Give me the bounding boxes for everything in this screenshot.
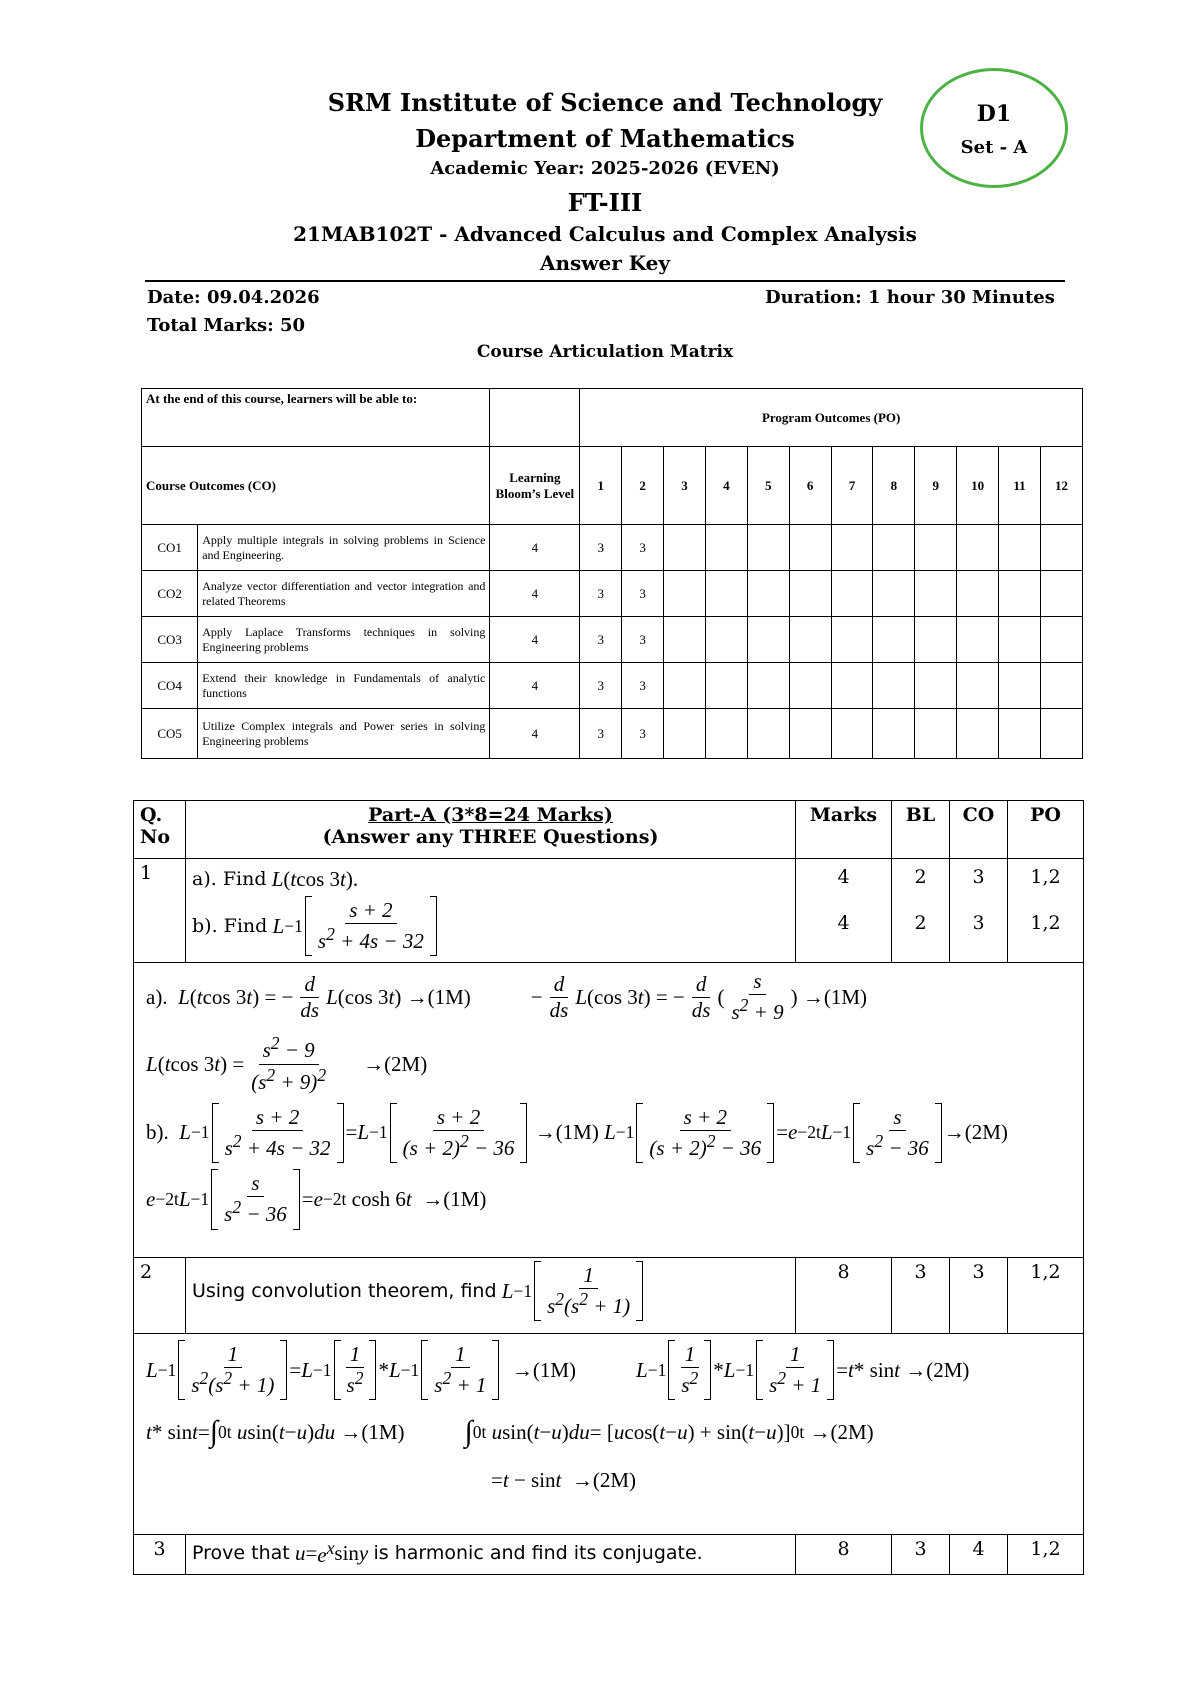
- q1a-po: 1,2: [1030, 866, 1061, 888]
- course-title: 21MAB102T - Advanced Calculus and Complex Analysis: [293, 222, 917, 246]
- po-number: 9: [915, 447, 957, 525]
- mark-award: →(2M): [943, 1120, 1008, 1145]
- co-description: Apply Laplace Transforms techniques in solving Engineering problems: [198, 617, 490, 663]
- co-code: CO3: [142, 617, 198, 663]
- answer-row: [134, 1334, 1084, 1535]
- po2-value: 3: [622, 709, 664, 759]
- po-number: 2: [622, 447, 664, 525]
- question-row: [134, 1258, 1084, 1334]
- matrix-intro: At the end of this course, learners will be able to:: [142, 389, 490, 447]
- co-code: CO1: [142, 525, 198, 571]
- co-code: CO5: [142, 709, 198, 759]
- question-3: Prove that u = $e^x$ sin y is harmonic and find its conjugate.: [192, 1538, 703, 1567]
- q1a-label: a). Find: [192, 868, 267, 890]
- po-group-header: Program Outcomes (PO): [580, 389, 1083, 447]
- bloom-level: 4: [490, 709, 580, 759]
- q1a-marks: 4: [837, 866, 850, 888]
- answer-1b-line1: b). L −1 $\frac{s + 2}{s^2 + 4s - 32}$ = L −1 $\frac{s + 2}{(s + 2)^2 - 36}$ →(1M) L −1 $\frac{s + 2}{(s + 2)^2 - 36}$ = e −2t L −1 $\frac{s}{s^2 - 36}$ →(2M): [146, 1103, 1075, 1163]
- po2-value: 3: [622, 663, 664, 709]
- matrix-title: Course Articulation Matrix: [476, 342, 734, 362]
- part-a-title: Part-A (3*8=24 Marks): [368, 804, 613, 826]
- po-number: 7: [831, 447, 873, 525]
- answer-row: [134, 963, 1084, 1258]
- part-a-table: [133, 800, 1084, 1575]
- mark-award: →(1M): [340, 1419, 405, 1444]
- question-2: Using convolution theorem, find L −1 $\frac{1}{s^2(s^2 + 1)}$: [192, 1261, 789, 1321]
- question-1b: b). Find L −1 $\frac{s + 2}{s^2 + 4s - 32}$: [192, 896, 789, 956]
- q1b-label: b). Find: [192, 915, 268, 938]
- question-row: [134, 1535, 1084, 1575]
- question-number: 2: [134, 1258, 186, 1334]
- co-header: CO: [950, 801, 1008, 859]
- table-row: [142, 617, 1083, 663]
- q3-text-pre: Prove that: [192, 1542, 290, 1564]
- articulation-matrix: [141, 388, 1083, 759]
- department-name: Department of Mathematics: [415, 124, 795, 153]
- mark-award: →(1M): [534, 1120, 599, 1145]
- mark-award: →(2M): [363, 1051, 428, 1076]
- po-number: 1: [580, 447, 622, 525]
- exam-date: Date: 09.04.2026: [147, 287, 320, 308]
- q1a-bl: 2: [914, 866, 927, 888]
- table-row: [142, 525, 1083, 571]
- po1-value: 3: [580, 663, 622, 709]
- po-number: 5: [747, 447, 789, 525]
- mark-award: →(1M): [802, 984, 867, 1009]
- po1-value: 3: [580, 525, 622, 571]
- po1-value: 3: [580, 709, 622, 759]
- bloom-level: 4: [490, 525, 580, 571]
- po-number: 10: [957, 447, 999, 525]
- q3-marks: 8: [796, 1535, 892, 1575]
- q3-po: 1,2: [1008, 1535, 1084, 1575]
- po-number: 12: [1040, 447, 1082, 525]
- mark-award: →(1M): [511, 1357, 577, 1382]
- po-number: 8: [873, 447, 915, 525]
- po-number: 3: [664, 447, 706, 525]
- q2-marks: 8: [796, 1258, 892, 1334]
- marks-header: Marks: [796, 801, 892, 859]
- academic-year: Academic Year: 2025-2026 (EVEN): [430, 158, 780, 179]
- answer-1a-line2: L ( t cos 3 t ) = $\frac{s^2 - 9}{(s^2 + 9)^2}$ →(2M): [146, 1033, 428, 1094]
- mark-award: →(2M): [571, 1467, 637, 1492]
- question-number: 1: [134, 859, 186, 963]
- table-row: [142, 571, 1083, 617]
- co-header: Course Outcomes (CO): [142, 447, 490, 525]
- answer-2-line3: = t − sin t →(2M): [491, 1467, 637, 1492]
- q1b-co: 3: [972, 912, 985, 934]
- institute-name: SRM Institute of Science and Technology: [327, 88, 883, 117]
- bloom-level-header: Learning Bloom’s Level: [490, 447, 580, 525]
- table-row: [142, 709, 1083, 759]
- po-number: 11: [999, 447, 1041, 525]
- q3-co: 4: [950, 1535, 1008, 1575]
- answer-1a-line1: a). L ( t cos 3 t ) = − $\frac{d}{ds}$ L (cos 3 t ) →(1M) − $\frac{d}{ds}$ L (cos 3 t ) = − $\frac{d}{ds}$ ( $\frac{s}{s^2 + 9}$ ) →(1M): [146, 969, 867, 1025]
- q2-text: Using convolution theorem, find: [192, 1280, 497, 1303]
- q2-bl: 3: [892, 1258, 950, 1334]
- po2-value: 3: [622, 571, 664, 617]
- exam-duration: Duration: 1 hour 30 Minutes: [765, 287, 1055, 308]
- set-label: Set - A: [960, 137, 1028, 158]
- q1b-bl: 2: [914, 912, 927, 934]
- mark-award: →(2M): [905, 1357, 970, 1382]
- po1-value: 3: [580, 571, 622, 617]
- total-marks: Total Marks: 50: [147, 315, 306, 336]
- table-row: [142, 663, 1083, 709]
- doc-type: Answer Key: [539, 251, 671, 275]
- question-number: 3: [134, 1535, 186, 1575]
- po2-value: 3: [622, 617, 664, 663]
- qno-header: Q. No: [134, 801, 186, 859]
- co-description: Apply multiple integrals in solving problems in Science and Engineering.: [198, 525, 490, 571]
- mark-award: →(2M): [809, 1419, 874, 1444]
- mark-award: →(1M): [406, 984, 471, 1009]
- set-badge: [920, 68, 1068, 188]
- q3-bl: 3: [892, 1535, 950, 1575]
- co-description: Analyze vector differentiation and vector integration and related Theorems: [198, 571, 490, 617]
- header-rule: [145, 280, 1065, 282]
- q3-text-post: is harmonic and find its conjugate.: [373, 1542, 703, 1564]
- q2-co: 3: [950, 1258, 1008, 1334]
- part-a-subtitle: (Answer any THREE Questions): [322, 826, 659, 848]
- co-code: CO4: [142, 663, 198, 709]
- q1b-po: 1,2: [1030, 912, 1061, 934]
- q1b-marks: 4: [837, 912, 850, 934]
- mark-award: →(1M): [422, 1186, 487, 1211]
- po-number: 4: [705, 447, 747, 525]
- answer-1b-line2: e −2t L −1 $\frac{s}{s^2 - 36}$ = e −2t cosh 6 t →(1M): [146, 1169, 1075, 1229]
- answer-2-line1: L −1 $\frac{1}{s^2(s^2 + 1)}$ = L −1 $\frac{1}{s^2}$ * L −1 $\frac{1}{s^2 + 1}$ →(1M) L −1 $\frac{1}{s^2}$ * L −1 $\frac{1}{s^2 + 1}$ = t * sin t →(2M): [146, 1340, 1075, 1400]
- question-row: [134, 859, 1084, 963]
- po1-value: 3: [580, 617, 622, 663]
- answer-2-line2: t * sin t = ∫ 0 t u sin( t − u ) du →(1M) ∫ 0 t u sin( t − u ) du = [ u cos( t − u ) + sin( t − u )] 0 t →(2M): [146, 1415, 874, 1449]
- q2-po: 1,2: [1008, 1258, 1084, 1334]
- set-code: D1: [976, 101, 1012, 127]
- po-number: 6: [789, 447, 831, 525]
- po2-value: 3: [622, 525, 664, 571]
- co-description: Utilize Complex integrals and Power series in solving Engineering problems: [198, 709, 490, 759]
- q1a-co: 3: [972, 866, 985, 888]
- co-description: Extend their knowledge in Fundamentals of analytic functions: [198, 663, 490, 709]
- bloom-level: 4: [490, 617, 580, 663]
- co-code: CO2: [142, 571, 198, 617]
- bl-header: BL: [892, 801, 950, 859]
- po-header: PO: [1008, 801, 1084, 859]
- bloom-level: 4: [490, 571, 580, 617]
- question-1a: a). Find L ( t cos 3 t ).: [192, 866, 359, 891]
- bloom-level: 4: [490, 663, 580, 709]
- test-name: FT-III: [567, 188, 643, 217]
